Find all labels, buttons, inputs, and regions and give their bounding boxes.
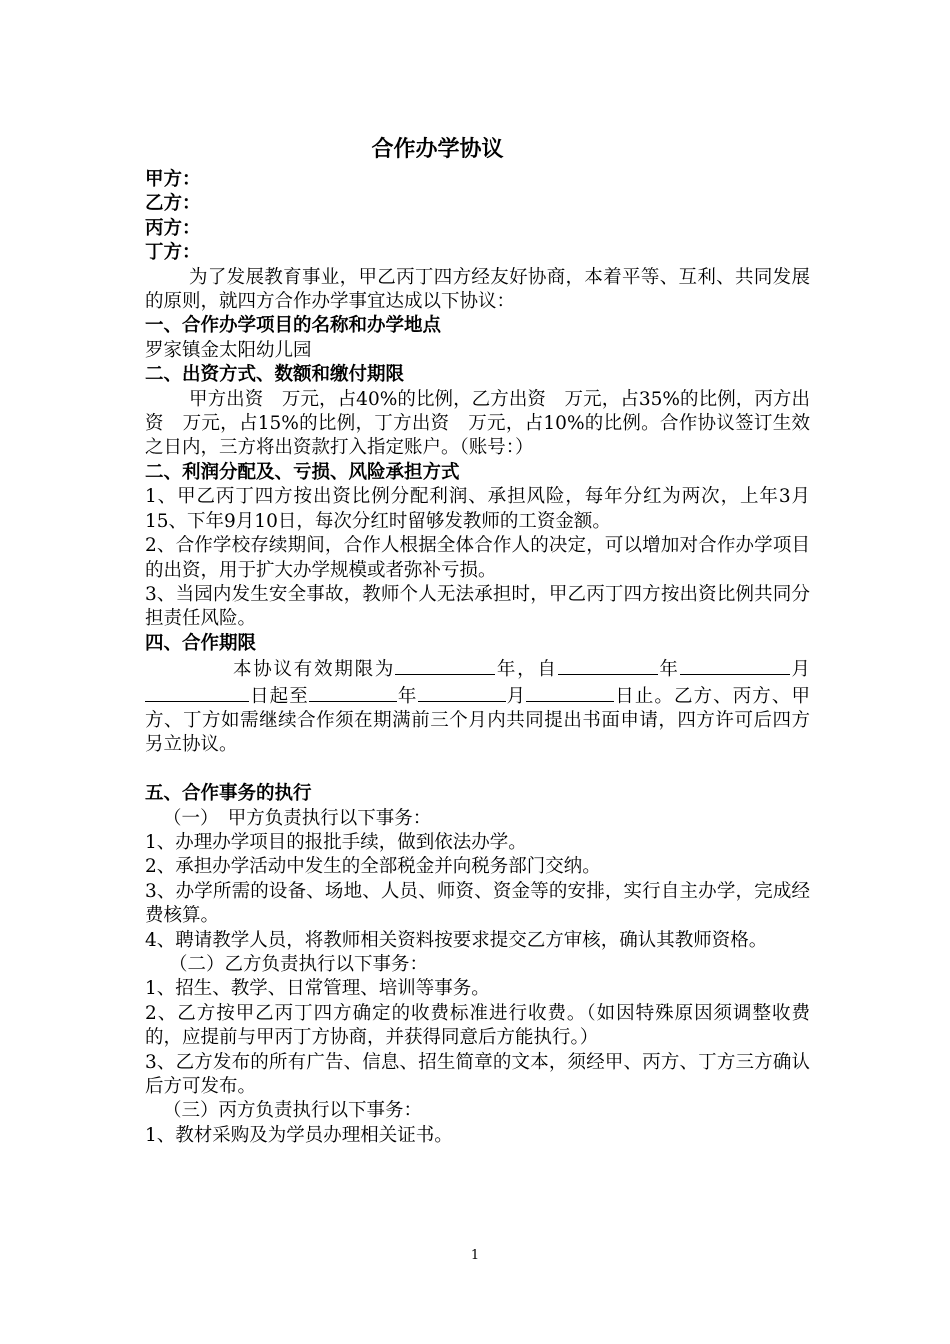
- blank-field: [526, 683, 614, 702]
- section-3-item: 2、合作学校存续期间，合作人根据全体合作人的决定，可以增加对合作办学项目的出资，用于扩大办学规模或者弥补亏损。: [145, 535, 810, 581]
- party-b-label: 乙方：: [145, 193, 201, 215]
- term-text: 月: [505, 685, 527, 707]
- term-text: 日起至: [249, 685, 309, 707]
- term-text: 月: [789, 659, 810, 681]
- spacer: [145, 758, 810, 782]
- party-d-label: 丁方：: [145, 242, 201, 264]
- section-4-body: [145, 656, 810, 758]
- term-text: 日止。乙方、丙方、甲方、丁方如需继续合作须在期满前三个月内共同提出书面申请，四方许可后四方另立协议。: [145, 685, 810, 756]
- section-5a-heading: （一） 甲方负责执行以下事务：: [163, 807, 432, 829]
- section-5a-item: 3、办学所需的设备、场地、人员、师资、资金等的安排，实行自主办学，完成经费核算。: [145, 880, 810, 927]
- section-3-item: 1、甲乙丙丁四方按出资比例分配利润、承担风险，每年分红为两次，上年3月15、下年9月10日，每次分红时留够发教师的工资金额。: [145, 486, 810, 532]
- term-text: 年，自: [495, 659, 558, 681]
- intro-paragraph: 为了发展教育事业，甲乙丙丁四方经友好协商，本着平等、互利、共同发展的原则，就四方合作办学事宜达成以下协议：: [145, 266, 810, 313]
- section-4-heading: 四、合作期限: [145, 632, 257, 654]
- blank-field: [558, 656, 658, 675]
- section-5c-heading: （三）丙方负责执行以下事务：: [163, 1100, 423, 1122]
- section-1-heading: 一、合作办学项目的名称和办学地点: [145, 315, 442, 337]
- page-number: 1: [470, 1248, 480, 1263]
- section-3-heading: 二、利润分配及、亏损、风险承担方式: [145, 461, 460, 483]
- section-5b-item: 3、乙方发布的所有广告、信息、招生简章的文本，须经甲、丙方、丁方三方确认后方可发布。: [145, 1051, 810, 1098]
- section-5a-item: 1、办理办学项目的报批手续，做到依法办学。: [145, 831, 527, 853]
- section-2-heading: 二、出资方式、数额和缴付期限: [145, 364, 405, 386]
- section-5b-heading: （二）乙方负责执行以下事务：: [169, 953, 429, 975]
- section-3-item: 3、当园内发生安全事故，教师个人无法承担时，甲乙丙丁四方按出资比例共同分担责任风险。: [145, 583, 810, 630]
- section-5c-item: 1、教材采购及为学员办理相关证书。: [145, 1124, 453, 1146]
- section-2-body: 甲方出资 万元，占40%的比例，乙方出资 万元，占35%的比例，丙方出资 万元，占15%的比例，丁方出资 万元，占10%的比例。合作协议签订生效之日内，三方将出资款打入指定账户。（账号：）: [145, 388, 810, 459]
- section-5b-item: 1、招生、教学、日常管理、培训等事务。: [145, 978, 490, 1000]
- document-body: [145, 132, 810, 1148]
- party-a-label: 甲方：: [145, 169, 201, 190]
- blank-field: [309, 683, 397, 702]
- party-c-label: 丙方：: [145, 217, 201, 239]
- section-5a-item: 4、聘请教学人员，将教师相关资料按要求提交乙方审核，确认其教师资格。: [145, 929, 768, 951]
- blank-field: [418, 683, 506, 702]
- section-5a-item: 2、承担办学活动中发生的全部税金并向税务部门交纳。: [145, 856, 601, 878]
- section-5-heading: 五、合作事务的执行: [145, 783, 312, 805]
- blank-field: [145, 683, 249, 702]
- section-5b-item: 2、乙方按甲乙丙丁四方确定的收费标准进行收费。（如因特殊原因须调整收费的，应提前与甲丙丁方协商，并获得同意后方能执行。）: [145, 1002, 810, 1049]
- blank-field: [395, 656, 495, 675]
- term-text: 年: [657, 659, 680, 681]
- term-text: 年: [396, 685, 418, 707]
- section-1-body: 罗家镇金太阳幼儿园: [145, 339, 312, 361]
- blank-field: [680, 656, 790, 675]
- document-title: 合作办学协议: [371, 137, 504, 162]
- term-text: 本协议有效期限为: [233, 659, 396, 681]
